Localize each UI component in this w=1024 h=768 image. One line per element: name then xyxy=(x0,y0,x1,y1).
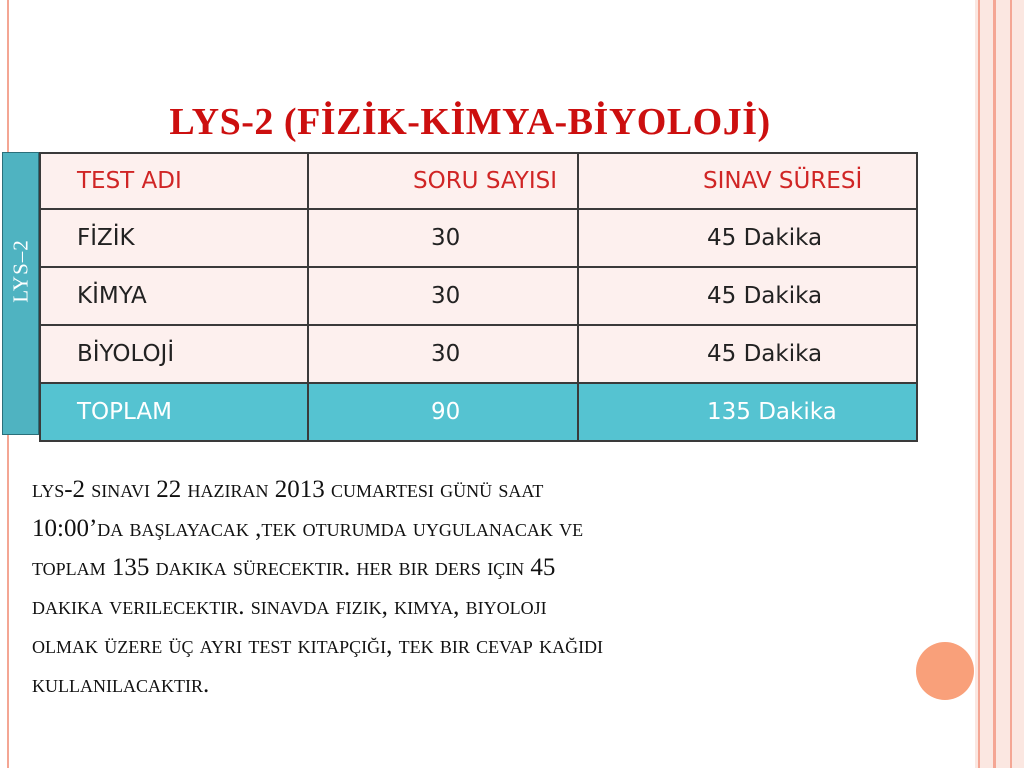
frame-right-line xyxy=(1010,0,1012,768)
total-duration: 135 Dakika xyxy=(578,383,917,441)
row-test-name: FİZİK xyxy=(40,209,308,267)
body-line: olmak üzere üç ayrı test kitapçığı, tek bir cevap kağıdı xyxy=(32,632,604,659)
table-row xyxy=(40,267,917,325)
table-header-row xyxy=(40,153,917,209)
row-duration: 45 Dakika xyxy=(578,209,917,267)
body-line: dakika verilecektir. sınavda fizik, kimya, biyoloji xyxy=(32,593,547,620)
frame-right-line xyxy=(993,0,996,768)
body-line: toplam 135 dakika sürecektir. her bir ders için 45 xyxy=(32,554,556,581)
total-label: TOPLAM xyxy=(40,383,308,441)
body-line: kullanılacaktır. xyxy=(32,671,210,698)
row-duration: 45 Dakika xyxy=(578,325,917,383)
exam-table xyxy=(39,152,918,442)
header-exam-duration: SINAV SÜRESİ xyxy=(578,153,917,209)
lys-side-label xyxy=(2,152,39,435)
table-row xyxy=(40,209,917,267)
frame-right-band xyxy=(975,0,1024,768)
header-test-name: TEST ADI xyxy=(40,153,308,209)
total-question-count: 90 xyxy=(308,383,578,441)
body-line: 10:00’da başlayacak ,tek oturumda uygulanacak ve xyxy=(32,515,584,542)
table-row xyxy=(40,325,917,383)
frame-right-line xyxy=(978,0,980,768)
row-question-count: 30 xyxy=(308,325,578,383)
body-line: lys-2 sınavı 22 haziran 2013 cumartesi günü saat xyxy=(32,476,544,503)
slide-title: LYS-2 (FİZİK-KİMYA-BİYOLOJİ) xyxy=(169,101,771,143)
row-question-count: 30 xyxy=(308,209,578,267)
row-duration: 45 Dakika xyxy=(578,267,917,325)
row-question-count: 30 xyxy=(308,267,578,325)
decorative-circle xyxy=(916,642,974,700)
header-question-count: SORU SAYISI xyxy=(308,153,578,209)
table-total-row xyxy=(40,383,917,441)
side-label-text: LYS–2 xyxy=(8,239,32,303)
body-paragraph xyxy=(32,470,922,704)
row-test-name: BİYOLOJİ xyxy=(40,325,308,383)
row-test-name: KİMYA xyxy=(40,267,308,325)
